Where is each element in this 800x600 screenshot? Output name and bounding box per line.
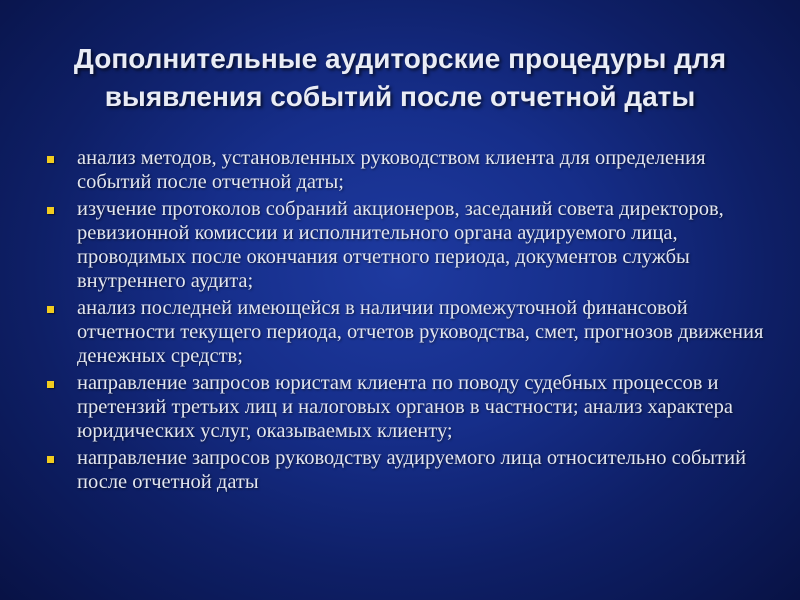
bullet-item bbox=[44, 146, 764, 195]
square-bullet-icon bbox=[47, 381, 54, 388]
square-bullet-icon bbox=[47, 156, 54, 163]
bullet-text: анализ методов, установленных руководством клиента для определения событий после отчетной даты; bbox=[77, 147, 706, 194]
bullet-item bbox=[44, 446, 764, 495]
bullet-text: изучение протоколов собраний акционеров, заседаний совета директоров, ревизионной комиссии и исполнительного органа аудируемого лица, проводимых после окончания отчетного периода, документов службы внутреннего аудита; bbox=[77, 197, 724, 293]
bullet-item bbox=[44, 197, 764, 294]
bullet-text: направление запросов юристам клиента по поводу судебных процессов и претензий третьих лиц и налоговых органов в частности; анализ характера юридических услуг, оказываемых клиенту; bbox=[77, 371, 733, 443]
bullet-item bbox=[44, 296, 764, 369]
bullet-item bbox=[44, 371, 764, 444]
bullet-text: направление запросов руководству аудируемого лица относительно событий после отчетной даты bbox=[77, 446, 747, 493]
bullet-text: анализ последней имеющейся в наличии промежуточной финансовой отчетности текущего периода, отчетов руководства, смет, прогнозов движения денежных средств; bbox=[77, 296, 764, 368]
bullet-list bbox=[44, 146, 764, 496]
square-bullet-icon bbox=[47, 456, 54, 463]
square-bullet-icon bbox=[47, 207, 54, 214]
slide-title: Дополнительные аудиторские процедуры для выявления событий после отчетной даты bbox=[73, 43, 727, 112]
square-bullet-icon bbox=[47, 306, 54, 313]
